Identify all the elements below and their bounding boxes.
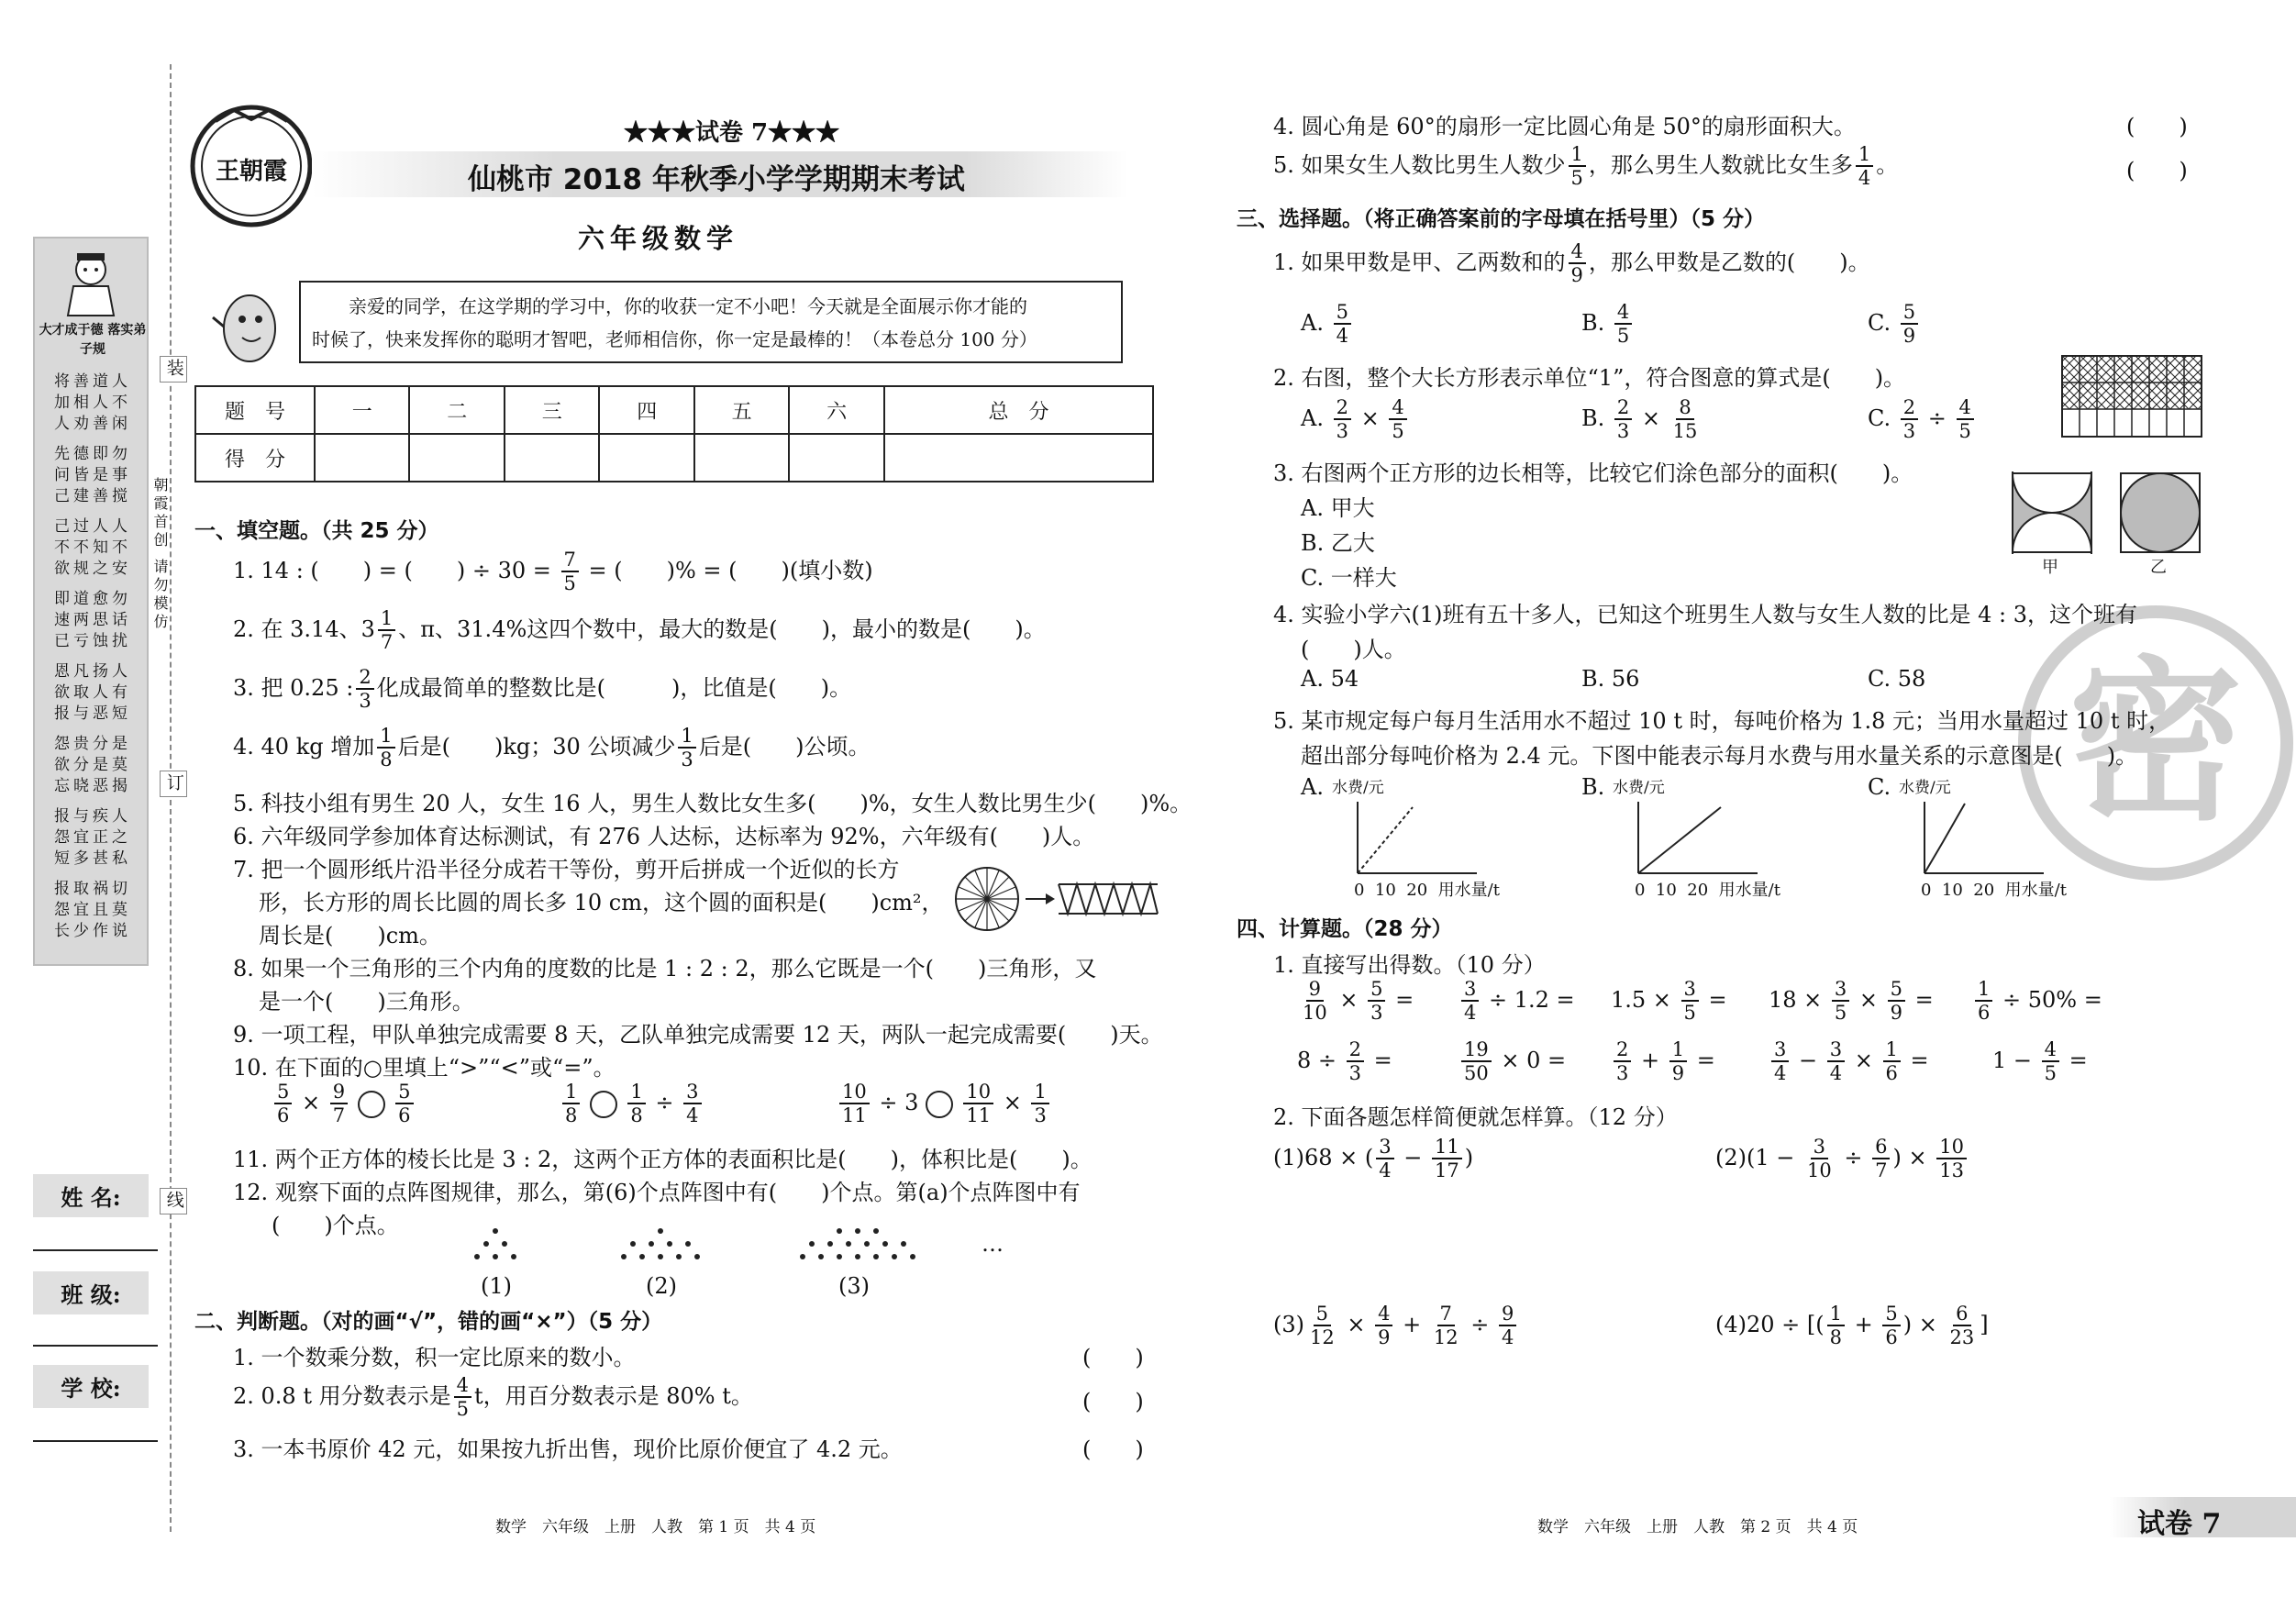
score-header-row: [195, 386, 1153, 434]
j3: 3. 一本书原价 42 元，如果按九折出售，现价比原价便宜了 4.2 元。: [233, 1436, 903, 1462]
q8-line2: 是一个( )三角形。: [259, 989, 474, 1015]
calc-5: $\frac{1}{6}$ ÷ 50% =: [1972, 980, 2102, 1023]
graph-c-ylabel: 水费/元: [1899, 779, 1951, 797]
graph-b-ylabel: 水费/元: [1613, 779, 1665, 797]
school-label: 学 校:: [33, 1365, 149, 1408]
q5: 5. 科技小组有男生 20 人，女生 16 人，男生人数比女生多( )%，女生人数比男生少( )%。: [233, 791, 1192, 816]
class-line[interactable]: [33, 1345, 158, 1347]
graph-b-ticks: 0 10 20 用水量/t: [1635, 881, 1780, 900]
calc-9: $\frac{3}{4}$ − $\frac{3}{4}$ × $\frac{1}{6}$ =: [1769, 1040, 1929, 1083]
c4-line2: ( )人。: [1301, 637, 1406, 662]
dot-pattern-figure: [459, 1224, 1009, 1270]
k2: 2. 下面各题怎样简便就怎样算。（12 分）: [1273, 1104, 1678, 1130]
graph-a: [1348, 800, 1486, 882]
section-4-heading: 四、计算题。（28 分）: [1237, 917, 1453, 941]
binding-label-2: 订: [160, 771, 187, 797]
calc-1: $\frac{9}{10}$ × $\frac{5}{3}$ =: [1303, 978, 1414, 1024]
sidebar-motto: 大才成于德 落实弟子规: [39, 323, 147, 357]
dot-label-3: (3): [838, 1273, 870, 1299]
dot-ellipsis: …: [982, 1231, 1004, 1257]
c5-line1: 5. 某市规定每户每月生活用水不超过 10 t 时，每吨价格为 1.8 元；当用水量超过 10 t 时，: [1273, 708, 2171, 734]
simplify-3: (3) $\frac{5}{12}$ × $\frac{4}{9}$ + $\frac{7}{12}$ ÷ $\frac{9}{4}$: [1273, 1304, 1519, 1347]
j3-answer[interactable]: ( ): [1082, 1436, 1144, 1462]
simplify-1: (1)68 × ( $\frac{3}{4}$ − $\frac{11}{17}$ ): [1273, 1136, 1474, 1181]
score-header: 总 分: [884, 386, 1153, 434]
q10-compare-1: $\frac{5}{6}$ × $\frac{9}{7}$ $\frac{5}{6}$: [272, 1082, 416, 1126]
graph-b: [1629, 800, 1767, 882]
score-cell[interactable]: [505, 434, 599, 482]
graph-a-ticks: 0 10 20 用水量/t: [1354, 881, 1500, 900]
c3-option-c[interactable]: C. 一样大: [1301, 565, 1397, 591]
q11: 11. 两个正方体的棱长比是 3 : 2，这两个正方体的表面积比是( )，体积比是( )。: [233, 1147, 1093, 1172]
score-cell[interactable]: [599, 434, 693, 482]
c5-line2: 超出部分每吨价格为 2.4 元。下图中能表示每月水费与用水量关系的示意图是( )。: [1301, 743, 2138, 769]
graph-c-ticks: 0 10 20 用水量/t: [1921, 881, 2067, 900]
c1-option-a[interactable]: A. $\frac{5}{4}$: [1301, 303, 1354, 346]
intro-line-2: 时候了，快来发挥你的聪明才智吧，老师相信你，你一定是最棒的！（本卷总分 100 分）: [312, 328, 1037, 350]
j5: 5. 如果女生人数比男生人数少 $\frac{1}{5}$ ，那么男生人数就比女生多 $\frac{1}{4}$ 。: [1273, 143, 1899, 189]
sidebar-text: 将善道人 加相人不 人劝善闲 先德即勿 问皆是事 己建善搅 己过人人 不不知不 欲规之安 即道愈勿 速两思话 已亏蚀扰 恩凡扬人 欲取人有 报与恶短 怨贵分是 欲分是莫 忘晓恶揭 报与疾人 怨宜正之 短多甚私 报取祸切 怨宜且莫 长少作说: [54, 372, 131, 940]
q12-line2: ( )个点。: [272, 1213, 399, 1238]
score-header: 六: [789, 386, 883, 434]
score-cell[interactable]: [409, 434, 504, 482]
shape-label-yi: 乙: [2150, 558, 2167, 577]
secret-stamp: 密: [2018, 605, 2293, 881]
section-2-heading: 二、判断题。（对的画“√”，错的画“×”）（5 分）: [194, 1310, 663, 1334]
name-line[interactable]: [33, 1249, 158, 1251]
score-header: 五: [694, 386, 789, 434]
binding-label-3: 线: [160, 1188, 187, 1214]
calc-8: $\frac{2}{3}$ + $\frac{1}{9}$ =: [1611, 1040, 1715, 1083]
shaded-squares-figure: [2011, 471, 2203, 554]
simplify-4: (4)20 ÷ [( $\frac{1}{8}$ + $\frac{5}{6}$ ) × $\frac{6}{23}$ ]: [1715, 1303, 1989, 1348]
c2-option-c[interactable]: C. $\frac{2}{3}$ ÷ $\frac{4}{5}$: [1868, 398, 1977, 441]
binding-label-1: 装: [160, 356, 187, 383]
calc-6: 8 ÷ $\frac{2}{3}$ =: [1297, 1038, 1392, 1084]
score-cell[interactable]: [315, 434, 409, 482]
graph-c: [1915, 800, 2053, 882]
compare-circle[interactable]: [358, 1091, 385, 1118]
school-line[interactable]: [33, 1440, 158, 1442]
calc-2: $\frac{3}{4}$ ÷ 1.2 =: [1459, 980, 1575, 1023]
score-header: 四: [599, 386, 693, 434]
score-cell[interactable]: [789, 434, 883, 482]
calc-7: $\frac{19}{50}$ × 0 =: [1459, 1040, 1566, 1083]
margin-note: 朝霞首创 请勿模仿: [151, 477, 169, 633]
j4: 4. 圆心角是 60°的扇形一定比圆心角是 50°的扇形面积大。: [1273, 114, 1856, 139]
q2: 2. 在 3.14、3 $\frac{1}{7}$ 、π、31.4%这四个数中，最大的数是( )，最小的数是( )。: [233, 607, 1046, 653]
section-3-heading: 三、选择题。（将正确答案前的字母填在括号里）（5 分）: [1237, 207, 1766, 231]
k1: 1. 直接写出得数。（10 分）: [1273, 952, 1546, 978]
c2: 2. 右图，整个大长方形表示单位“1”，符合图意的算式是( )。: [1273, 365, 1906, 391]
score-header: 题 号: [195, 386, 315, 434]
score-header: 三: [505, 386, 599, 434]
q12-line1: 12. 观察下面的点阵图规律，那么，第(6)个点阵图中有( )个点。第(a)个点阵图中有: [233, 1180, 1081, 1205]
shape-label-jia: 甲: [2042, 558, 2058, 577]
dot-label-2: (2): [646, 1273, 677, 1299]
calc-10: 1 − $\frac{4}{5}$ =: [1992, 1038, 2088, 1084]
calc-4: 18 × $\frac{3}{5}$ × $\frac{5}{9}$ =: [1769, 978, 1934, 1024]
q10: 10. 在下面的○里填上“>”“<”或“=”。: [233, 1055, 616, 1081]
left-footer: 数学 六年级 上册 人教 第 1 页 共 4 页: [495, 1518, 816, 1536]
q10-compare-2: $\frac{1}{8}$ $\frac{1}{8}$ ÷ $\frac{3}{4}$: [560, 1082, 704, 1126]
c3-option-a[interactable]: A. 甲大: [1301, 495, 1375, 521]
j2-answer[interactable]: ( ): [1082, 1389, 1144, 1414]
c1: 1. 如果甲数是甲、乙两数和的 $\frac{4}{9}$ ，那么甲数是乙数的( )。: [1273, 240, 1870, 286]
q7-line3: 周长是( )cm。: [259, 923, 441, 948]
compare-circle[interactable]: [590, 1091, 617, 1118]
c2-option-a[interactable]: A. $\frac{2}{3}$ × $\frac{4}{5}$: [1301, 398, 1410, 441]
j4-answer[interactable]: ( ): [2126, 114, 2188, 139]
score-header: 二: [409, 386, 504, 434]
c1-option-c[interactable]: C. $\frac{5}{9}$: [1868, 303, 1921, 346]
score-row: [195, 434, 1153, 482]
corner-label: 试卷 7: [2137, 1508, 2222, 1540]
j1-answer[interactable]: ( ): [1082, 1345, 1144, 1370]
q1: 1. 14 : ( ) = ( ) ÷ 30 = $\frac{7}{5}$ = ( )% = ( )(填小数): [233, 549, 873, 594]
c3-option-b[interactable]: B. 乙大: [1301, 530, 1375, 556]
j2: 2. 0.8 t 用分数表示是 $\frac{4}{5}$ t，用百分数表示是 80% t。: [233, 1374, 753, 1420]
compare-circle[interactable]: [926, 1091, 953, 1118]
q7-line1: 7. 把一个圆形纸片沿半径分成若干等份，剪开后拼成一个近似的长方: [233, 857, 900, 882]
q6: 6. 六年级同学参加体育达标测试，有 276 人达标，达标率为 92%，六年级有( )人。: [233, 824, 1095, 849]
intro-box: [299, 281, 1123, 363]
logo-text: 王朝霞: [215, 158, 287, 185]
dot-label-1: (1): [481, 1273, 512, 1299]
exam-title: 仙桃市 2018 年秋季小学学期期末考试: [468, 163, 965, 196]
q10-compare-3: $\frac{10}{11}$ ÷ 3 $\frac{10}{11}$ × $\frac{1}{3}$: [837, 1082, 1052, 1126]
calc-3: 1.5 × $\frac{3}{5}$ =: [1611, 978, 1727, 1024]
c2-option-b[interactable]: B. $\frac{2}{3}$ × $\frac{8}{15}$: [1581, 396, 1698, 442]
score-header: 一: [315, 386, 409, 434]
score-cell[interactable]: [694, 434, 789, 482]
c4-option-a[interactable]: A. 54: [1301, 666, 1359, 692]
q8-line1: 8. 如果一个三角形的三个内角的度数的比是 1 : 2 : 2，那么它既是一个( )三角形，又: [233, 956, 1097, 981]
intro-line-1: 亲爱的同学，在这学期的学习中，你的收获一定不小吧！今天就是全面展示你才能的: [349, 295, 1027, 317]
binding-line: [170, 64, 172, 1532]
j1: 1. 一个数乘分数，积一定比原来的数小。: [233, 1345, 636, 1370]
exam-subtitle: 六年级数学: [578, 223, 739, 254]
graph-a-letter[interactable]: A.: [1301, 774, 1324, 800]
q9: 9. 一项工程，甲队单独完成需要 8 天，乙队单独完成需要 12 天，两队一起完成需要( )天。: [233, 1022, 1163, 1048]
section-1-heading: 一、填空题。（共 25 分）: [194, 519, 439, 543]
q7-line2: 形，长方形的周长比圆的周长多 10 cm，这个圆的面积是( )cm²，: [259, 890, 944, 915]
score-row-label: 得 分: [195, 434, 315, 482]
class-label: 班 级:: [33, 1271, 149, 1314]
graph-b-letter[interactable]: B.: [1581, 774, 1605, 800]
exam-badge: ★★★试卷 7★★★: [624, 119, 840, 147]
c3: 3. 右图两个正方形的边长相等，比较它们涂色部分的面积( )。: [1273, 460, 1913, 486]
circle-sector-figure: [952, 864, 1163, 934]
mascot-potato-icon: [209, 281, 283, 372]
mascot-icon: [53, 246, 128, 319]
j5-answer[interactable]: ( ): [2126, 158, 2188, 183]
c4-line1: 4. 实验小学六(1)班有五十多人，已知这个班男生人数与女生人数的比是 4 : 3，这个班有: [1273, 602, 2138, 627]
grid-rectangle-figure: [2060, 354, 2203, 438]
q4: 4. 40 kg 增加 $\frac{1}{8}$ 后是( )kg；30 公顷减少 $\frac{1}{3}$ 后是( )公顷。: [233, 725, 871, 771]
c1-option-b[interactable]: B. $\frac{4}{5}$: [1581, 303, 1635, 346]
simplify-2: (2)(1 − $\frac{3}{10}$ ÷ $\frac{6}{7}$ ) × $\frac{10}{13}$: [1715, 1137, 1969, 1181]
q3: 3. 把 0.25 : $\frac{2}{3}$ 化成最简单的整数比是( )，比值是( )。: [233, 666, 852, 712]
score-table: [194, 385, 1154, 482]
c4-option-b[interactable]: B. 56: [1581, 666, 1640, 692]
c4-option-c[interactable]: C. 58: [1868, 666, 1926, 692]
graph-a-ylabel: 水费/元: [1332, 779, 1384, 797]
graph-c-letter[interactable]: C.: [1868, 774, 1891, 800]
score-cell[interactable]: [884, 434, 1153, 482]
name-label: 姓 名:: [33, 1174, 149, 1217]
right-footer: 数学 六年级 上册 人教 第 2 页 共 4 页: [1537, 1518, 1858, 1536]
